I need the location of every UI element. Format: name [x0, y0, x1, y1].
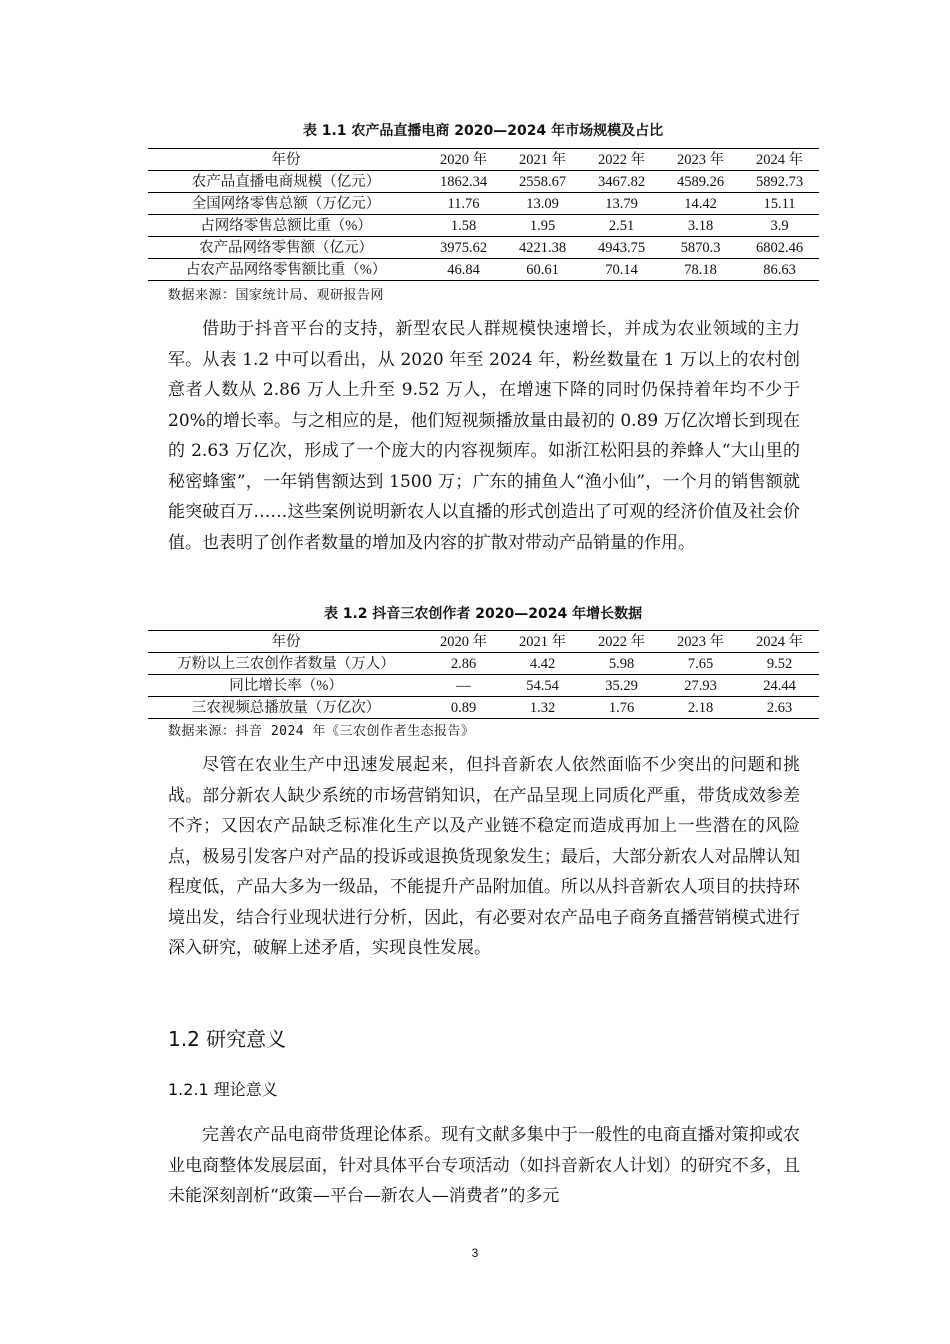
table-2	[148, 630, 819, 719]
row-label-cell: 农产品直播电商规模（亿元）	[148, 171, 424, 193]
value-cell: 3.9	[740, 215, 819, 237]
header-cell-year: 2024 年	[740, 149, 819, 171]
value-cell: 2.63	[740, 697, 819, 719]
value-cell: 3467.82	[582, 171, 661, 193]
value-cell: —	[424, 675, 503, 697]
table-row	[148, 653, 819, 675]
body-paragraph-2: 尽管在农业生产中迅速发展起来，但抖音新农人依然面临不少突出的问题和挑战。部分新农人缺少系统的市场营销知识，在产品呈现上同质化严重，带货成效参差不齐；又因农产品缺乏标准化生产以及产业链不稳定而造成再加上一些潜在的风险点，极易引发客户对产品的投诉或退换货现象发生；最后，大部分新农人对品牌认知程度低，产品大多为一级品，不能提升产品附加值。所以从抖音新农人项目的扶持环境出发，结合行业现状进行分析，因此，有必要对农产品电子商务直播营销模式进行深入研究，破解上述矛盾，实现良性发展。	[168, 755, 800, 958]
value-cell: 1862.34	[424, 171, 503, 193]
subsection-heading: 1.2.1 理论意义	[168, 1080, 278, 1099]
value-cell: 9.52	[740, 653, 819, 675]
header-cell-label: 年份	[148, 631, 424, 653]
table-1	[148, 148, 819, 281]
row-label-cell: 占农产品网络零售额比重（%）	[148, 259, 424, 281]
value-cell: 1.95	[503, 215, 582, 237]
row-label-cell: 同比增长率（%）	[148, 675, 424, 697]
table-header-row	[148, 631, 819, 653]
value-cell: 7.65	[661, 653, 740, 675]
value-cell: 27.93	[661, 675, 740, 697]
value-cell: 24.44	[740, 675, 819, 697]
value-cell: 13.79	[582, 193, 661, 215]
header-cell-label: 年份	[148, 149, 424, 171]
value-cell: 5892.73	[740, 171, 819, 193]
table-row	[148, 193, 819, 215]
header-cell-year: 2023 年	[661, 631, 740, 653]
table-row	[148, 171, 819, 193]
header-cell-year: 2023 年	[661, 149, 740, 171]
value-cell: 2.86	[424, 653, 503, 675]
value-cell: 2.51	[582, 215, 661, 237]
body-paragraph-1: 借助于抖音平台的支持，新型农民人群规模快速增长，并成为农业领域的主力军。从表 1.2 中可以看出，从 2020 年至 2024 年，粉丝数量在 1 万以上的农村创意者人数从 2.86 万人上升至 9.52 万人，在增速下降的同时仍保持着年均不少于 20%的增长率。与之相应的是，他们短视频播放量由最初的 0.89 万亿次增长到现在的 2.63 万亿次，形成了一个庞大的内容视频库。如浙江松阳县的养蜂人“大山里的秘密蜂蜜”，一年销售额达到 1500 万；广东的捕鱼人“渔小仙”，一个月的销售额就能突破百万……这些案例说明新农人以直播的形式创造出了可观的经济价值及社会价值。也表明了创作者数量的增加及内容的扩散对带动产品销量的作用。	[168, 319, 800, 553]
header-cell-year: 2020 年	[424, 149, 503, 171]
value-cell: 4.42	[503, 653, 582, 675]
value-cell: 6802.46	[740, 237, 819, 259]
value-cell: 0.89	[424, 697, 503, 719]
value-cell: 3975.62	[424, 237, 503, 259]
page-number: 3	[471, 1246, 479, 1260]
header-cell-year: 2021 年	[503, 149, 582, 171]
value-cell: 4221.38	[503, 237, 582, 259]
value-cell: 1.76	[582, 697, 661, 719]
value-cell: 13.09	[503, 193, 582, 215]
value-cell: 11.76	[424, 193, 503, 215]
body-paragraph-3: 完善农产品电商带货理论体系。现有文献多集中于一般性的电商直播对策抑或农业电商整体发展层面，针对具体平台专项活动（如抖音新农人计划）的研究不多，且未能深刻剖析“政策—平台—新农人—消费者”的多元	[168, 1125, 800, 1206]
table-header-row	[148, 149, 819, 171]
value-cell: 4589.26	[661, 171, 740, 193]
value-cell: 35.29	[582, 675, 661, 697]
row-label-cell: 万粉以上三农创作者数量（万人）	[148, 653, 424, 675]
table-2-source: 数据来源：抖音 2024 年《三农创作者生态报告》	[168, 724, 475, 739]
value-cell: 1.58	[424, 215, 503, 237]
value-cell: 60.61	[503, 259, 582, 281]
value-cell: 15.11	[740, 193, 819, 215]
table-row	[148, 259, 819, 281]
header-cell-year: 2022 年	[582, 149, 661, 171]
value-cell: 14.42	[661, 193, 740, 215]
value-cell: 2.18	[661, 697, 740, 719]
value-cell: 46.84	[424, 259, 503, 281]
value-cell: 2558.67	[503, 171, 582, 193]
section-heading: 1.2 研究意义	[168, 1027, 287, 1051]
value-cell: 3.18	[661, 215, 740, 237]
table-row	[148, 237, 819, 259]
row-label-cell: 全国网络零售总额（万亿元）	[148, 193, 424, 215]
value-cell: 4943.75	[582, 237, 661, 259]
table-row	[148, 215, 819, 237]
row-label-cell: 占网络零售总额比重（%）	[148, 215, 424, 237]
header-cell-year: 2020 年	[424, 631, 503, 653]
table-2-caption: 表 1.2 抖音三农创作者 2020—2024 年增长数据	[323, 606, 643, 622]
value-cell: 5.98	[582, 653, 661, 675]
value-cell: 5870.3	[661, 237, 740, 259]
value-cell: 78.18	[661, 259, 740, 281]
header-cell-year: 2021 年	[503, 631, 582, 653]
value-cell: 70.14	[582, 259, 661, 281]
table-row	[148, 697, 819, 719]
value-cell: 1.32	[503, 697, 582, 719]
row-label-cell: 农产品网络零售额（亿元）	[148, 237, 424, 259]
header-cell-year: 2022 年	[582, 631, 661, 653]
value-cell: 86.63	[740, 259, 819, 281]
table-1-source: 数据来源：国家统计局、观研报告网	[168, 288, 385, 303]
table-row	[148, 675, 819, 697]
table-1-caption: 表 1.1 农产品直播电商 2020—2024 年市场规模及占比	[302, 123, 664, 139]
value-cell: 54.54	[503, 675, 582, 697]
row-label-cell: 三农视频总播放量（万亿次）	[148, 697, 424, 719]
header-cell-year: 2024 年	[740, 631, 819, 653]
